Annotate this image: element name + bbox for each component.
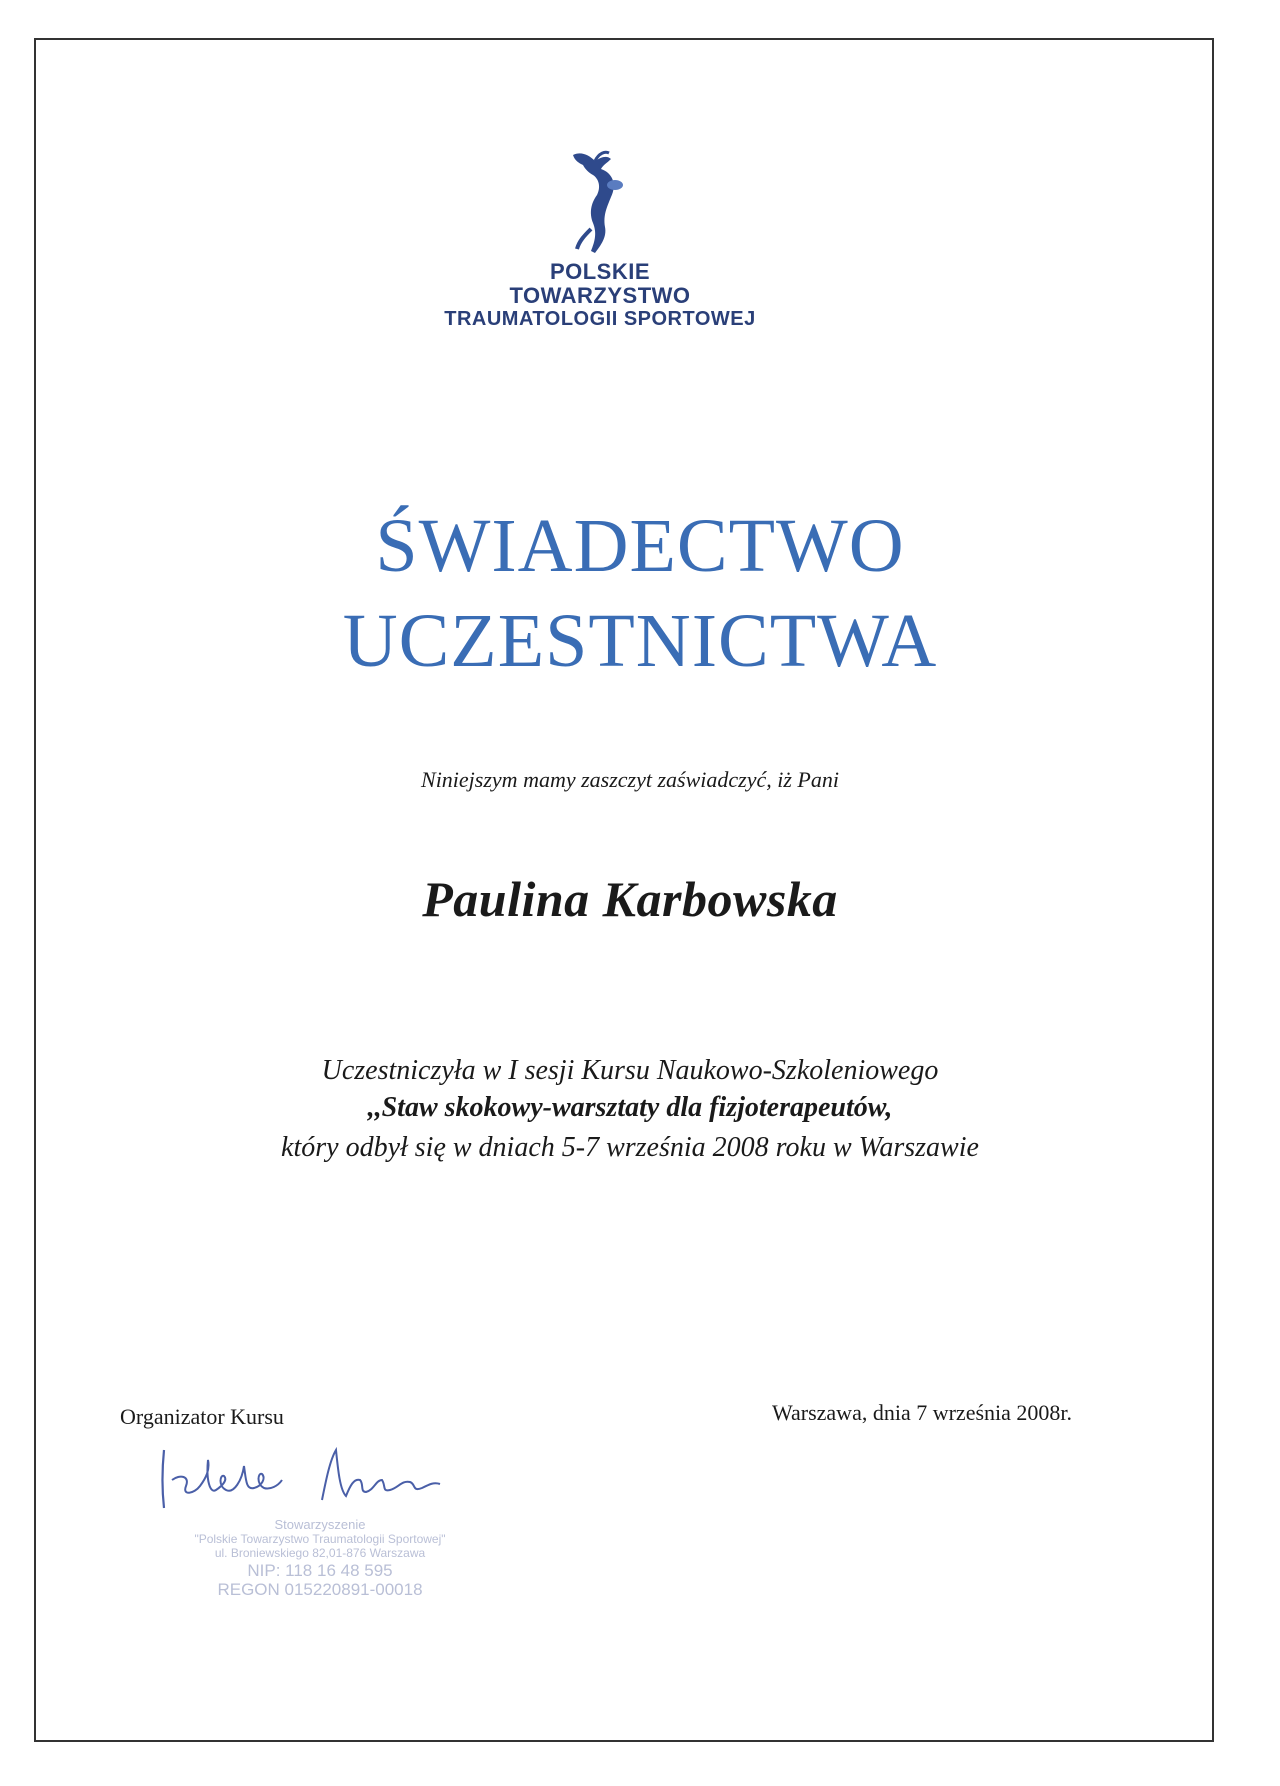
body-text-line3: który odbył się w dniach 5-7 września 2008 roku w Warszawie [281, 1132, 979, 1163]
discus-thrower-icon [555, 145, 645, 260]
signature [150, 1430, 450, 1525]
society-logo [420, 145, 780, 330]
recipient-name: Paulina Karbowska [422, 871, 838, 927]
stamp-line4: NIP: 118 16 48 595 [247, 1560, 393, 1580]
logo-text-line3: TRAUMATOLOGII SPORTOWEJ [444, 308, 756, 331]
course-title: ,,Staw skokowy-warsztaty dla fizjoterapeutów, [367, 1092, 893, 1123]
body-text-line1: Uczestniczyła w I sesji Kursu Naukowo-Szkoleniowego [321, 1055, 939, 1086]
certificate-title-line2: UCZESTNICTWA [342, 599, 938, 683]
logo-text-line1: POLSKIE [549, 259, 651, 284]
stamp-line5: REGON 015220891-00018 [217, 1580, 423, 1600]
organizer-label: Organizator Kursu [120, 1404, 284, 1429]
stamp-line3: ul. Broniewskiego 82,01-876 Warszawa [214, 1545, 426, 1560]
organization-stamp [170, 1518, 470, 1600]
place-date: Warszawa, dnia 7 września 2008r. [772, 1400, 1073, 1425]
stamp-line1: Stowarzyszenie [274, 1517, 366, 1532]
intro-text: Niniejszym mamy zaszczyt zaświadczyć, iż Pani [421, 767, 839, 792]
certificate-title-line1: ŚWIADECTWO [375, 504, 905, 588]
logo-text-line2: TOWARZYSTWO [509, 283, 691, 309]
stamp-line2: "Polskie Towarzystwo Traumatologii Sportowej" [194, 1531, 446, 1546]
